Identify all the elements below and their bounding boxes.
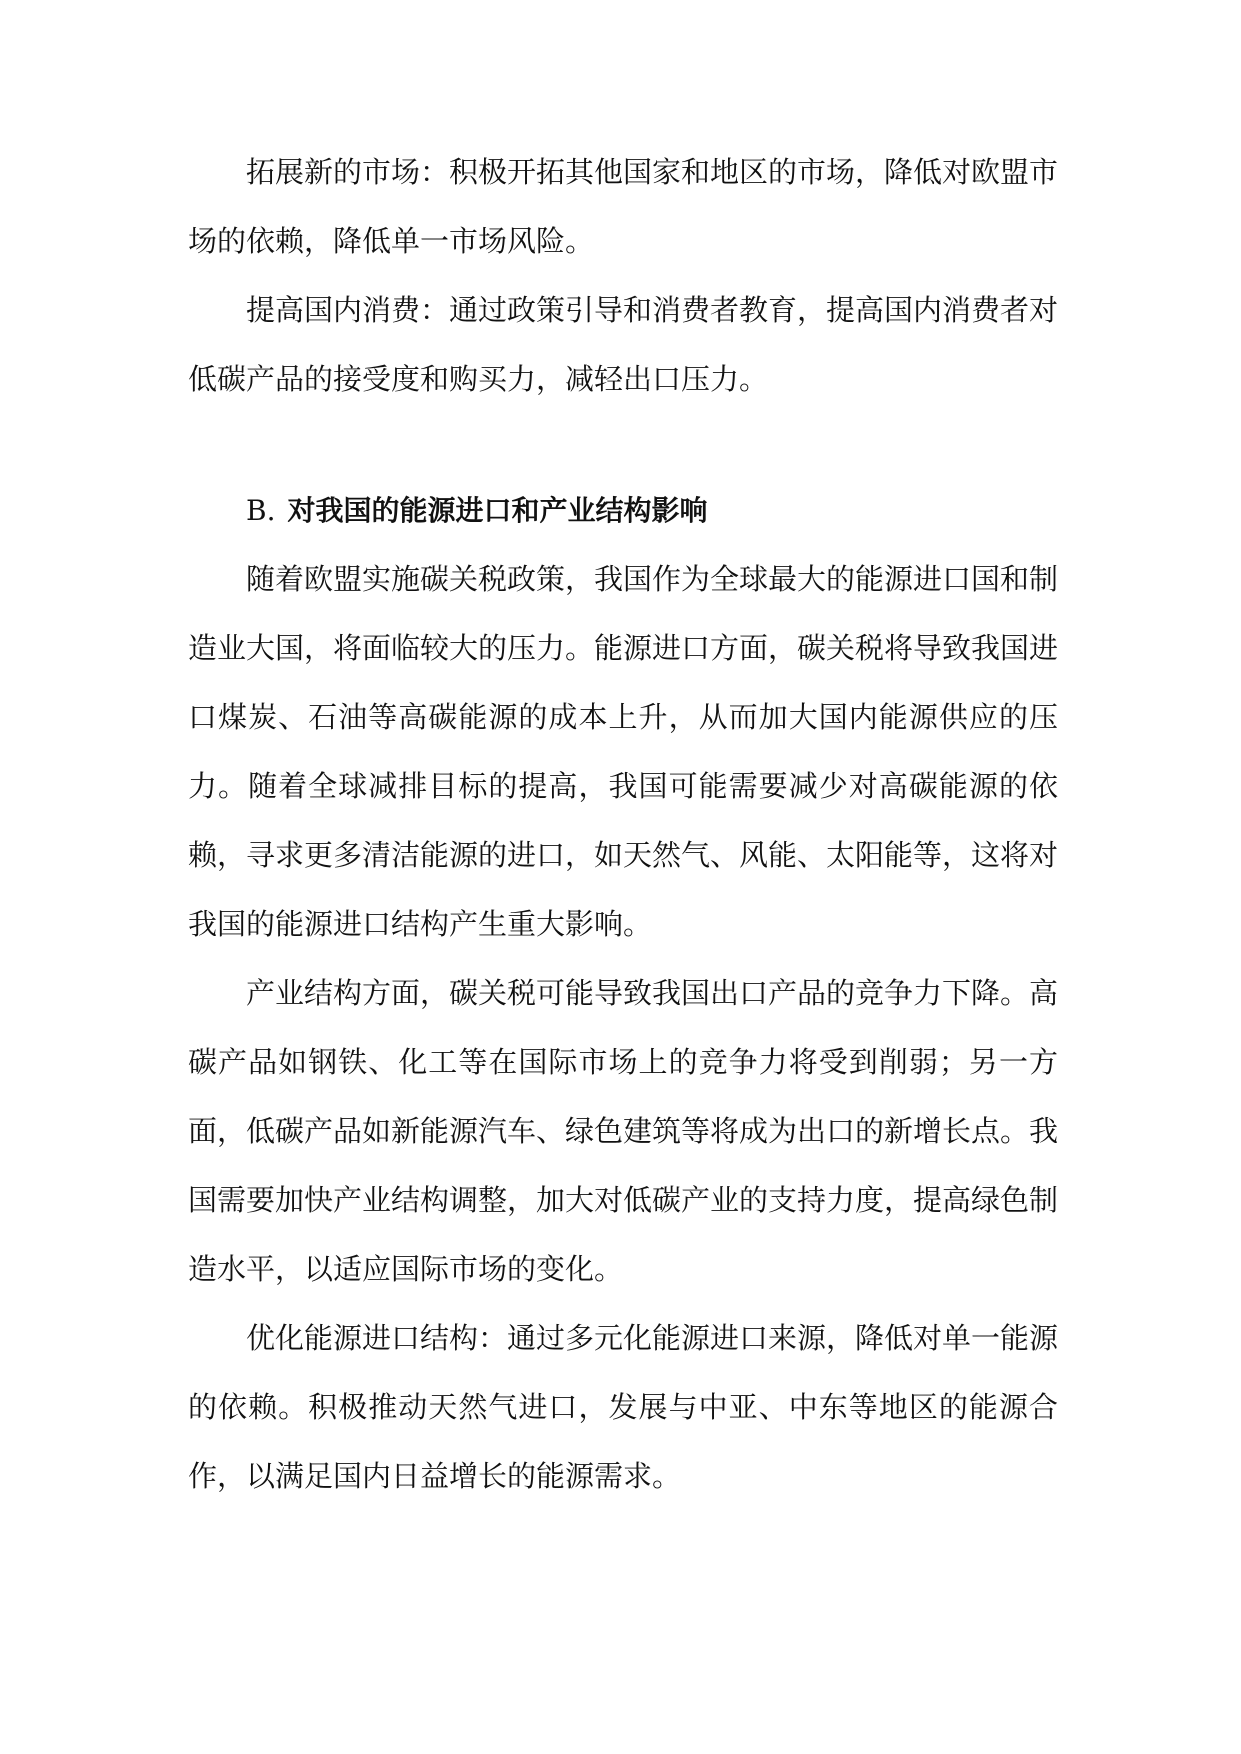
section-heading [188,476,1058,545]
paragraph-energy-imports: 随着欧盟实施碳关税政策，我国作为全球最大的能源进口国和制造业大国，将面临较大的压力。能源进口方面，碳关税将导致我国进口煤炭、石油等高碳能源的成本上升，从而加大国内能源供应的压力。随着全球减排目标的提高，我国可能需要减少对高碳能源的依赖，寻求更多清洁能源的进口，如天然气、风能、太阳能等，这将对我国的能源进口结构产生重大影响。 [188,562,1059,941]
document-body [188,138,1058,1511]
section-title: 对我国的能源进口和产业结构影响 [287,494,708,527]
paragraph-domestic-consumption: 提高国内消费：通过政策引导和消费者教育，提高国内消费者对低碳产品的接受度和购买力，减轻出口压力。 [188,293,1059,396]
paragraph-industrial-structure: 产业结构方面，碳关税可能导致我国出口产品的竞争力下降。高碳产品如钢铁、化工等在国际市场上的竞争力将受到削弱；另一方面，低碳产品如新能源汽车、绿色建筑等将成为出口的新增长点。我国需要加快产业结构调整，加大对低碳产业的支持力度，提高绿色制造水平，以适应国际市场的变化。 [188,976,1059,1286]
paragraph-expand-markets: 拓展新的市场：积极开拓其他国家和地区的市场，降低对欧盟市场的依赖，降低单一市场风险。 [188,155,1059,258]
paragraph-optimize-energy-imports: 优化能源进口结构：通过多元化能源进口来源，降低对单一能源的依赖。积极推动天然气进口，发展与中亚、中东等地区的能源合作，以满足国内日益增长的能源需求。 [188,1321,1059,1493]
section-number: B. [246,494,276,527]
